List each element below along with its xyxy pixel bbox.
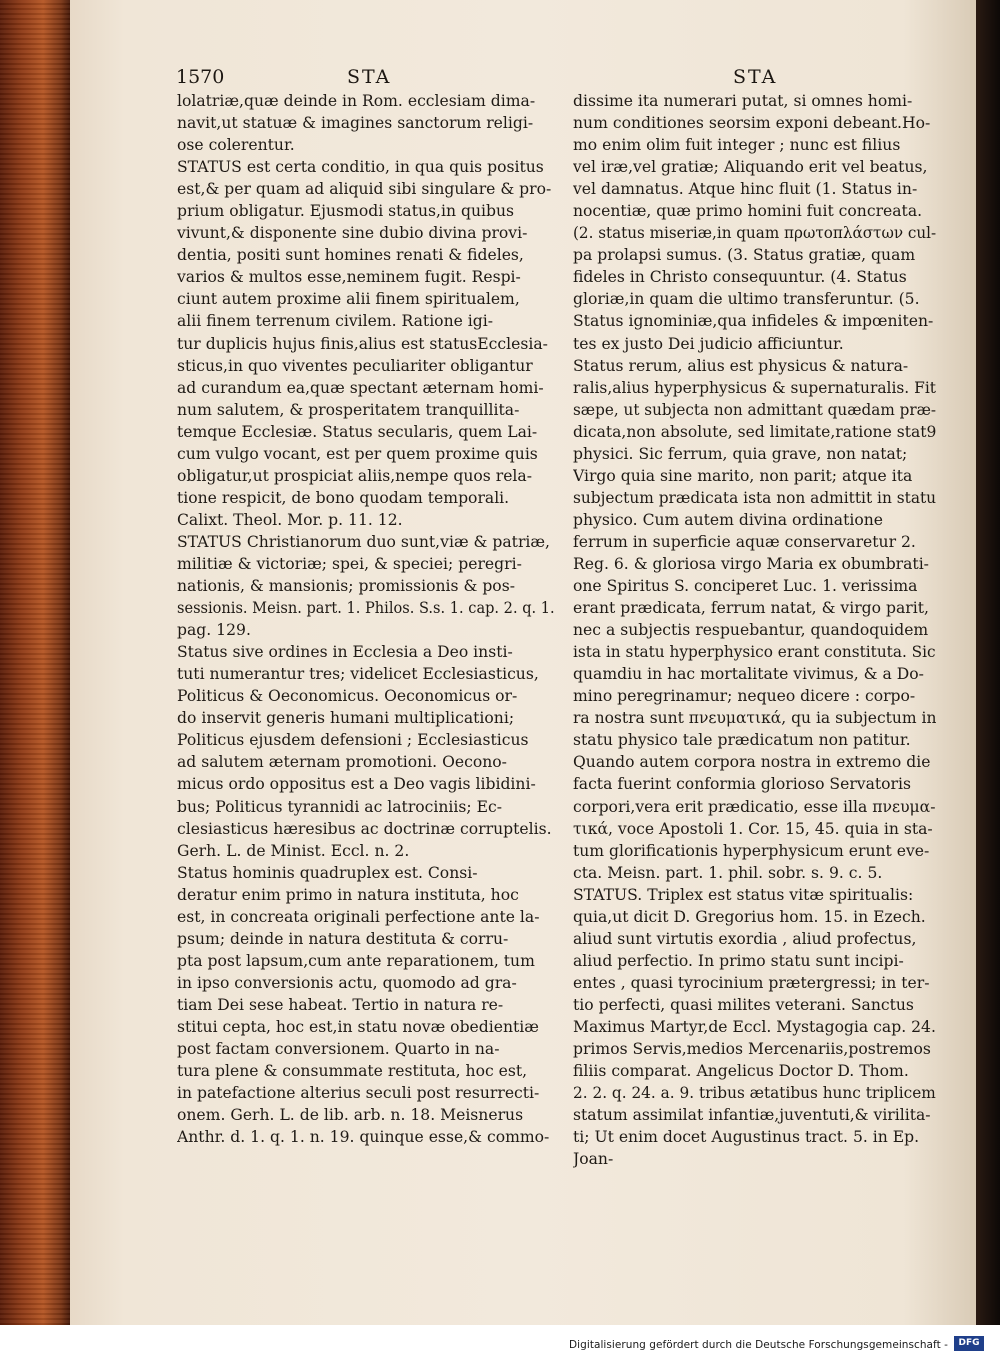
text-line: sæpe, ut subjecta non admittant quædam præ- (573, 400, 936, 419)
text-line: stitui cepta, hoc est,in statu novæ obedientiæ (177, 1017, 539, 1036)
text-line: alii finem terrenum civilem. Ratione igi- (177, 312, 494, 331)
text-line: ciunt autem proxime alii finem spiritualem, (177, 290, 520, 309)
text-line: sessionis. Meisn. part. 1. Philos. S.s. 1. cap. 2. q. 1. (177, 599, 555, 618)
text-line: in ipso conversionis actu, quomodo ad gra- (177, 973, 517, 992)
text-line: ferrum in superficie aquæ conservaretur 2. (573, 532, 916, 551)
text-line: Gerh. L. de Minist. Eccl. n. 2. (177, 841, 410, 860)
text-column-right (573, 90, 936, 1170)
text-line: 2. 2. q. 24. a. 9. tribus ætatibus hunc triplicem (573, 1084, 936, 1103)
text-line: tura plene & consummate restituta, hoc est, (177, 1062, 528, 1081)
text-line: clesiasticus hæresibus ac doctrinæ corruptelis. (177, 819, 552, 838)
text-line: nationis, & mansionis; promissionis & pos- (177, 577, 515, 596)
text-line: ti; Ut enim docet Augustinus tract. 5. in Ep. (573, 1128, 920, 1147)
text-line: navit,ut statuæ & imagines sanctorum religi- (177, 114, 534, 133)
text-line: Calixt. Theol. Mor. p. 11. 12. (177, 510, 403, 529)
text-line: Virgo quia sine marito, non parit; atque ita (573, 466, 913, 485)
text-line: ad salutem æternam promotioni. Oecono- (177, 753, 507, 772)
text-line: micus ordo oppositus est a Deo vagis libidini- (177, 775, 536, 794)
text-line: Anthr. d. 1. q. 1. n. 19. quinque esse,& commo- (177, 1128, 550, 1147)
text-line: entes , quasi tyrocinium prætergressi; in ter- (573, 973, 930, 992)
text-line: num salutem, & prosperitatem tranquillita- (177, 400, 520, 419)
text-line: quamdiu in hac mortalitate vivimus, & a Do- (573, 665, 924, 684)
text-line: (2. status miseriæ,in quam πρωτοπλάστων cul- (573, 224, 936, 243)
text-line: STATUS. Triplex est status vitæ spiritualis: (573, 885, 914, 904)
text-line: filiis comparat. Angelicus Doctor D. Thom. (573, 1062, 909, 1081)
text-line: ra nostra sunt πνευματικά, qu ia subjectum in (573, 709, 936, 728)
text-line: deratur enim primo in natura instituta, hoc (177, 885, 519, 904)
text-line: bus; Politicus tyrannidi ac latrociniis; Ec- (177, 797, 502, 816)
text-line: statu physico tale prædicatum non patitur. (573, 731, 911, 750)
text-line: facta fuerint conformia glorioso Servatoris (573, 775, 911, 794)
text-line: sticus,in quo viventes peculiariter obligantur (177, 356, 533, 375)
text-line: Politicus ejusdem defensioni ; Ecclesiasticus (177, 731, 529, 750)
page-number: 1570 (176, 66, 225, 88)
text-line: tiam Dei sese habeat. Tertio in natura re- (177, 995, 504, 1014)
text-line: Joan- (573, 1150, 614, 1169)
text-line: tes ex justo Dei judicio afficiuntur. (573, 334, 844, 353)
text-line: ad curandum ea,quæ spectant æternam homi- (177, 378, 544, 397)
text-line: do inservit generis humani multiplicationi; (177, 709, 515, 728)
text-line: Reg. 6. & gloriosa virgo Maria ex obumbrati- (573, 554, 929, 573)
text-line: est,& per quam ad aliquid sibi singulare & pro- (177, 180, 552, 199)
text-line: Status ignominiæ,qua infideles & impœniten- (573, 312, 934, 331)
text-line: post factam conversionem. Quarto in na- (177, 1040, 500, 1059)
text-line: subjectum prædicata ista non admittit in statu (573, 488, 936, 507)
text-line: pa prolapsi sumus. (3. Status gratiæ, quam (573, 246, 916, 265)
text-line: statum assimilat infantiæ,juventuti,& virilita- (573, 1106, 931, 1125)
text-line: num conditiones seorsim exponi debeant.Ho- (573, 114, 931, 133)
text-line: onem. Gerh. L. de lib. arb. n. 18. Meisnerus (177, 1106, 524, 1125)
text-line: dissime ita numerari putat, si omnes homi- (573, 92, 913, 110)
page-gutter-shadow (976, 0, 1000, 1325)
text-line: pta post lapsum,cum ante reparationem, tum (177, 951, 535, 970)
text-line: gloriæ,in quam die ultimo transferuntur. (5. (573, 290, 920, 309)
text-line: vel damnatus. Atque hinc fluit (1. Status in- (573, 180, 918, 199)
text-line: temque Ecclesiæ. Status secularis, quem Lai- (177, 422, 538, 441)
text-line: nocentiæ, quæ primo homini fuit concreata. (573, 202, 923, 221)
text-line: cta. Meisn. part. 1. phil. sobr. s. 9. c. 5. (573, 863, 883, 882)
text-line: τικά, voce Apostoli 1. Cor. 15, 45. quia in sta- (573, 819, 933, 838)
text-line: primos Servis,medios Mercenariis,postremos (573, 1040, 931, 1059)
text-column-left (177, 90, 555, 1148)
text-line: STATUS est certa conditio, in qua quis positus (177, 158, 544, 177)
text-line: aliud sunt virtutis exordia , aliud profectus, (573, 929, 917, 948)
text-line: nec a subjectis respuebantur, quandoquidem (573, 621, 929, 640)
text-line: psum; deinde in natura destituta & corru- (177, 929, 509, 948)
book-edge-binding (0, 0, 72, 1325)
text-line: quia,ut dicit D. Gregorius hom. 15. in Ezech. (573, 907, 926, 926)
text-line: dentia, positi sunt homines renati & fideles, (177, 246, 524, 265)
text-line: erant prædicata, ferrum natat, & virgo parit, (573, 599, 929, 618)
text-line: obligatur,ut prospiciat aliis,nempe quos rela- (177, 466, 532, 485)
text-line: vel iræ,vel gratiæ; Aliquando erit vel beatus, (573, 158, 928, 177)
funding-note: Digitalisierung gefördert durch die Deutsche Forschungsgemeinschaft - (569, 1339, 948, 1351)
text-line: physico. Cum autem divina ordinatione (573, 510, 884, 529)
text-line: STATUS Christianorum duo sunt,viæ & patriæ, (177, 532, 550, 551)
text-line: in patefactione alterius seculi post resurrecti- (177, 1084, 540, 1103)
text-line: est, in concreata originali perfectione ante la- (177, 907, 540, 926)
text-line: mino peregrinamur; nequeo dicere : corpo- (573, 687, 916, 706)
text-line: Status rerum, alius est physicus & natura- (573, 356, 909, 375)
text-line: physici. Sic ferrum, quia grave, non natat; (573, 444, 908, 463)
text-line: prium obligatur. Ejusmodi status,in quibus (177, 202, 515, 221)
text-line: mo enim olim fuit integer ; nunc est filius (573, 136, 901, 155)
text-line: dicata,non absolute, sed limitate,ratione stat9 (573, 422, 936, 441)
text-line: ose colerentur. (177, 136, 295, 155)
text-line: Status sive ordines in Ecclesia a Deo insti- (177, 643, 513, 662)
text-line: tur duplicis hujus finis,alius est statusEcclesia- (177, 334, 548, 353)
text-line: corpori,vera erit prædicatio, esse illa πνευμα- (573, 797, 936, 816)
dfg-logo: DFG (954, 1336, 984, 1351)
text-line: tum glorificationis hyperphysicum erunt eve- (573, 841, 930, 860)
text-line: Maximus Martyr,de Eccl. Mystagogia cap. 24. (573, 1017, 936, 1036)
running-head-left: STA (347, 66, 392, 88)
text-line: tio perfecti, quasi milites veterani. Sanctus (573, 995, 914, 1014)
text-line: lolatriæ,quæ deinde in Rom. ecclesiam dima- (177, 92, 536, 110)
text-line: Politicus & Oeconomicus. Oeconomicus or- (177, 687, 518, 706)
text-line: tuti numerantur tres; videlicet Ecclesiasticus, (177, 665, 539, 684)
text-line: pag. 129. (177, 621, 251, 640)
text-line: ista in statu hyperphysico erant constituta. Sic (573, 643, 936, 662)
text-line: ralis,alius hyperphysicus & supernaturalis. Fit (573, 378, 936, 397)
text-line: cum vulgo vocant, est per quem proxime quis (177, 444, 538, 463)
text-line: vivunt,& disponente sine dubio divina provi- (177, 224, 528, 243)
text-line: militiæ & victoriæ; spei, & speciei; peregri- (177, 554, 522, 573)
text-line: aliud perfectio. In primo statu sunt incipi- (573, 951, 904, 970)
text-line: one Spiritus S. conciperet Luc. 1. verissima (573, 577, 918, 596)
text-line: fideles in Christo consequuntur. (4. Status (573, 268, 907, 287)
text-line: Quando autem corpora nostra in extremo die (573, 753, 931, 772)
text-line: varios & multos esse,neminem fugit. Respi- (177, 268, 521, 287)
text-line: tione respicit, de bono quodam temporali. (177, 488, 510, 507)
text-line: Status hominis quadruplex est. Consi- (177, 863, 478, 882)
running-head-right: STA (733, 66, 778, 88)
